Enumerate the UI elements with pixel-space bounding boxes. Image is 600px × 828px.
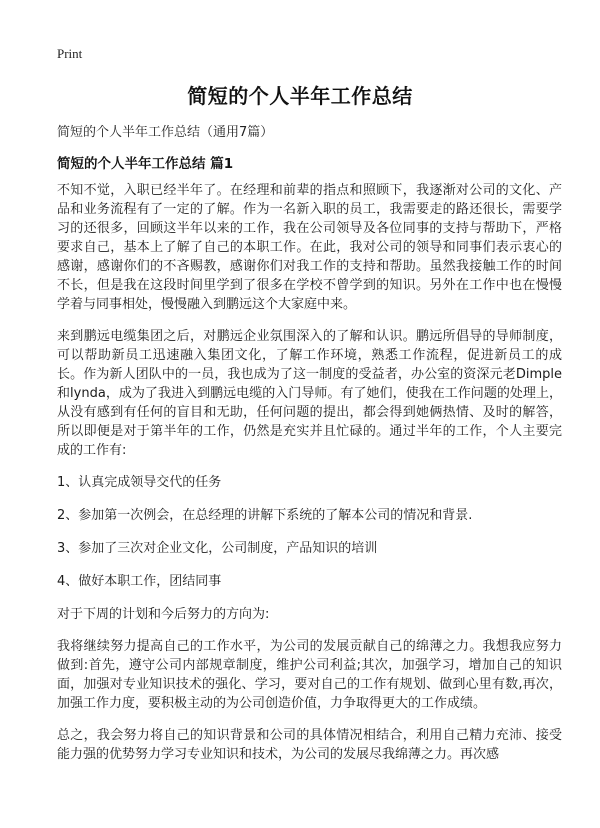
document-subtitle: 简短的个人半年工作总结（通用7篇） xyxy=(57,125,274,140)
paragraph: 来到鹏远电缆集团之后，对鹏远企业氛围深入的了解和认识。鹏远所倡导的导师制度，可以帮助新员工迅速融入集团文化，了解工作环境，熟悉工作流程，促进新员工的成长。作为新人团队中的一员，我也成为了这一制度的受益者，办公室的资深元老Dimple 和lynda，成为了我进入到鹏远电缆的入门导师。有了她们，使我在工作问题的处理上，从没有感到有任何的盲目和无助，任何问题的提出，都会得到她俩热情、及时的解答，所以即便是对于第半年的工作，仍然是充实并且忙碌的。通过半年的工作，个人主要完成的工作有: xyxy=(57,329,562,458)
paragraph: 总之，我会努力将自己的知识背景和公司的具体情况相结合，利用自己精力充沛、接受能力强的优势努力学习专业知识和技术，为公司的发展尽我绵薄之力。再次感 xyxy=(57,728,562,762)
task-list-item: 4、做好本职工作，团结同事 xyxy=(57,574,222,589)
plan-lead-text: 对于下周的计划和今后努力的方向为: xyxy=(57,607,270,622)
paragraph: 不知不觉，入职已经半年了。在经理和前辈的指点和照顾下，我逐渐对公司的文化、产品和业务流程有了一定的了解。作为一名新入职的员工，我需要走的路还很长，需要学习的还很多，回顾这半年以来的工作，我在公司领导及各位同事的支持与帮助下，严格要求自己，基本上了解了自己的本职工作。在此，我对公司的领导和同事们表示衷心的感谢，感谢你们的不吝赐教，感谢你们对我工作的支持和帮助。虽然我接触工作的时间不长，但是我在这段时间里学到了很多在学校不曾学到的知识。另外在工作中也在慢慢学着与同事相处，慢慢融入到鹏远这个大家庭中来。 xyxy=(57,183,562,312)
task-list-item: 2、参加第一次例会，在总经理的讲解下系统的了解本公司的情况和背景. xyxy=(57,508,473,523)
task-list-item: 1、认真完成领导交代的任务 xyxy=(57,475,222,490)
section-heading: 简短的个人半年工作总结 篇1 xyxy=(57,156,234,172)
print-link[interactable]: Print xyxy=(57,46,83,61)
task-list-item: 3、参加了三次对企业文化，公司制度，产品知识的培训 xyxy=(57,541,378,556)
paragraph: 我将继续努力提高自己的工作水平，为公司的发展贡献自己的绵薄之力。我想我应努力做到:首先，遵守公司内部规章制度，维护公司利益;其次，加强学习，增加自己的知识面，加强对专业知识技术的强化、学习，要对自己的工作有规划、做到心里有数,再次，加强工作力度，要积极主动的为公司创造价值，力争取得更大的工作成绩。 xyxy=(57,639,562,711)
document-body xyxy=(57,181,562,777)
page-title: 简短的个人半年工作总结 xyxy=(187,84,413,108)
